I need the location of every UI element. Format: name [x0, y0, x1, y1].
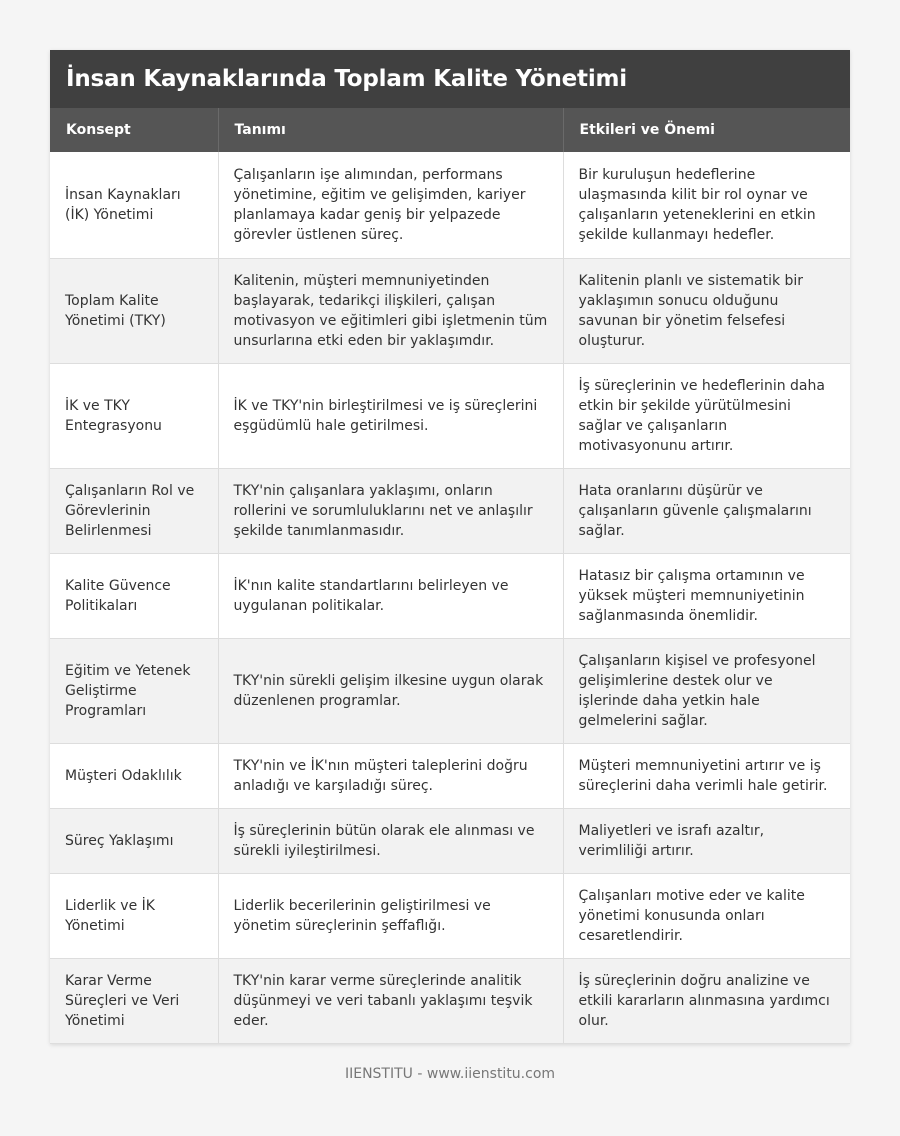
table-row: [50, 873, 850, 958]
concept-table: [50, 108, 850, 1044]
cell-impact: İş süreçlerinin ve hedeflerinin daha etkin bir şekilde yürütülmesini sağlar ve çalışanların motivasyonunu artırır.: [563, 363, 850, 468]
page-title: İnsan Kaynaklarında Toplam Kalite Yönetimi: [66, 66, 627, 92]
table-row: [50, 553, 850, 638]
cell-definition: Çalışanların işe alımından, performans yönetimine, eğitim ve gelişimden, kariyer planlamaya kadar geniş bir yelpazede görevler üstlenen süreç.: [218, 152, 563, 258]
title-bar: [50, 50, 850, 108]
table-header-row: [50, 108, 850, 152]
cell-concept: Karar Verme Süreçleri ve Veri Yönetimi: [50, 958, 218, 1043]
table-header: [50, 108, 850, 152]
cell-concept: Liderlik ve İK Yönetimi: [50, 873, 218, 958]
cell-concept: Müşteri Odaklılık: [50, 743, 218, 808]
header-impact: Etkileri ve Önemi: [563, 108, 850, 152]
content-card: [50, 50, 850, 1044]
cell-concept: İK ve TKY Entegrasyonu: [50, 363, 218, 468]
cell-concept: Eğitim ve Yetenek Geliştirme Programları: [50, 638, 218, 743]
cell-impact: İş süreçlerinin doğru analizine ve etkili kararların alınmasına yardımcı olur.: [563, 958, 850, 1043]
table-row: [50, 958, 850, 1043]
table-row: [50, 638, 850, 743]
cell-concept: Toplam Kalite Yönetimi (TKY): [50, 258, 218, 363]
table-body: [50, 152, 850, 1043]
cell-impact: Müşteri memnuniyetini artırır ve iş süreçlerini daha verimli hale getirir.: [563, 743, 850, 808]
table-row: [50, 743, 850, 808]
cell-definition: Liderlik becerilerinin geliştirilmesi ve yönetim süreçlerinin şeffaflığı.: [218, 873, 563, 958]
cell-definition: İK ve TKY'nin birleştirilmesi ve iş süreçlerini eşgüdümlü hale getirilmesi.: [218, 363, 563, 468]
table-row: [50, 468, 850, 553]
cell-concept: İnsan Kaynakları (İK) Yönetimi: [50, 152, 218, 258]
cell-concept: Süreç Yaklaşımı: [50, 808, 218, 873]
cell-definition: TKY'nin karar verme süreçlerinde analitik düşünmeyi ve veri tabanlı yaklaşımı teşvik eder.: [218, 958, 563, 1043]
cell-definition: TKY'nin sürekli gelişim ilkesine uygun olarak düzenlenen programlar.: [218, 638, 563, 743]
cell-impact: Çalışanların kişisel ve profesyonel gelişimlerine destek olur ve işlerinde daha yetkin hale gelmelerini sağlar.: [563, 638, 850, 743]
table-row: [50, 363, 850, 468]
table-row: [50, 808, 850, 873]
cell-definition: İK'nın kalite standartlarını belirleyen ve uygulanan politikalar.: [218, 553, 563, 638]
cell-definition: TKY'nin çalışanlara yaklaşımı, onların rollerini ve sorumluluklarını net ve anlaşılır şekilde tanımlanmasıdır.: [218, 468, 563, 553]
table-row: [50, 258, 850, 363]
cell-impact: Hata oranlarını düşürür ve çalışanların güvenle çalışmalarını sağlar.: [563, 468, 850, 553]
footer-credit: IIENSTITU - www.iienstitu.com: [344, 1066, 556, 1082]
cell-impact: Kalitenin planlı ve sistematik bir yaklaşımın sonucu olduğunu savunan bir yönetim felsefesi oluşturur.: [563, 258, 850, 363]
cell-definition: Kalitenin, müşteri memnuniyetinden başlayarak, tedarikçi ilişkileri, çalışan motivasyon ve eğitimleri gibi işletmenin tüm unsurlarına etki eden bir yaklaşımdır.: [218, 258, 563, 363]
cell-concept: Çalışanların Rol ve Görevlerinin Belirlenmesi: [50, 468, 218, 553]
table-row: [50, 152, 850, 258]
header-definition: Tanımı: [218, 108, 563, 152]
cell-impact: Çalışanları motive eder ve kalite yönetimi konusunda onları cesaretlendirir.: [563, 873, 850, 958]
cell-definition: İş süreçlerinin bütün olarak ele alınması ve sürekli iyileştirilmesi.: [218, 808, 563, 873]
cell-definition: TKY'nin ve İK'nın müşteri taleplerini doğru anladığı ve karşıladığı süreç.: [218, 743, 563, 808]
cell-impact: Maliyetleri ve israfı azaltır, verimliliği artırır.: [563, 808, 850, 873]
cell-impact: Hatasız bir çalışma ortamının ve yüksek müşteri memnuniyetinin sağlanmasında önemlidir.: [563, 553, 850, 638]
cell-concept: Kalite Güvence Politikaları: [50, 553, 218, 638]
header-concept: Konsept: [50, 108, 218, 152]
cell-impact: Bir kuruluşun hedeflerine ulaşmasında kilit bir rol oynar ve çalışanların yeteneklerini en etkin şekilde kullanmayı hedefler.: [563, 152, 850, 258]
